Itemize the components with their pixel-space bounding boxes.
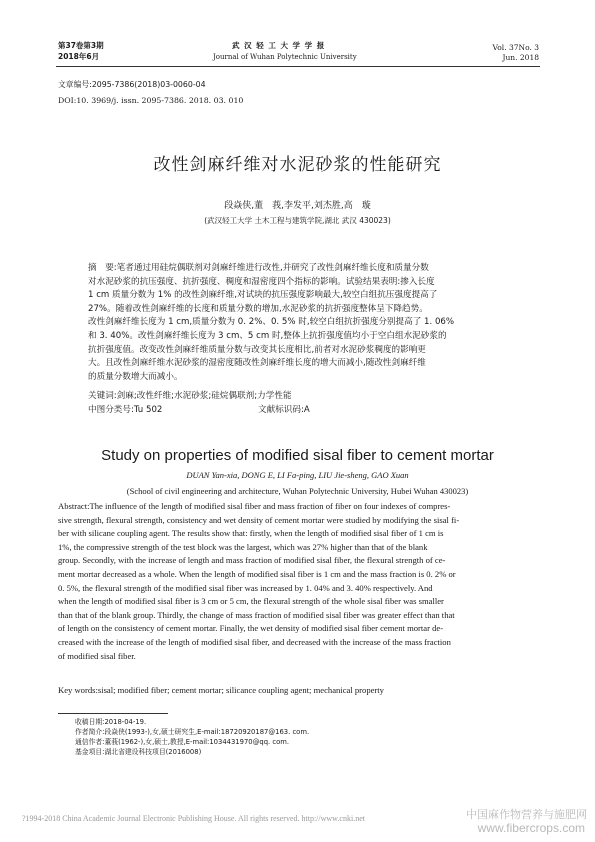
abstract-en-line: when the length of modified sisal fiber is 3 cm or 5 cm, the flexural strength of the whole sisal fiber was smaller: [58, 596, 444, 607]
title-cn: 改性剑麻纤维对水泥砂浆的性能研究: [153, 155, 442, 175]
abstract-cn: [88, 262, 506, 384]
document-code: 文献标识码:A: [258, 405, 310, 415]
date-cn: 2018年6月: [58, 52, 100, 61]
footnote-author: 作者简介:段焱侠(1993-),女,硕士研究生,E-mail:18720920187@163. com.: [75, 728, 310, 736]
authors-cn: 段焱侠,董 莪,李发平,刘杰胜,高 璇: [224, 201, 371, 211]
header-rule: [56, 66, 540, 67]
abstract-en: [58, 500, 538, 663]
journal-name-cn: 武 汉 轻 工 大 学 学 报: [232, 41, 326, 50]
abstract-en-line: ment mortar decreased as a whole. When the length of modified sisal fiber is 1 cm and the mass fraction is 0. 2% or: [58, 568, 456, 579]
journal-name-en: Journal of Wuhan Polytechnic University: [213, 53, 357, 61]
affiliation-en: (School of civil engineering and architecture, Wuhan Polytechnic University, Hubei Wuhan 430023): [126, 486, 469, 496]
footnote-rule: [58, 713, 168, 714]
abstract-cn-line: 抗折强度值。改变改性剑麻纤维质量分数与改变其长度相比,前者对水泥砂浆稠度的影响更: [88, 344, 426, 355]
abstract-en-line: Abstract:The influence of the length of modified sisal fiber and mass fraction of fiber on four indexes of compres-: [58, 501, 451, 511]
abstract-cn-line: 的质量分数增大而减小。: [88, 371, 183, 382]
doi: DOI:10. 3969/j. issn. 2095-7386. 2018. 03. 010: [58, 96, 244, 105]
abstract-cn-line: 27%。随着改性剑麻纤维的长度和质量分数的增加,水泥砂浆的抗折强度整体呈下降趋势。: [88, 303, 428, 314]
keywords-cn: 关键词:剑麻;改性纤维;水泥砂浆;硅烷偶联剂;力学性能: [88, 391, 292, 401]
abstract-en-line: than that of the blank group. Thirdly, the change of mass fraction of modified sisal fiber was greater effect than that: [58, 609, 455, 620]
abstract-cn-line: 改性剑麻纤维长度为 1 cm,质量分数为 0. 2%、0. 5% 时,较空白组抗折强度分别提高了 1. 06%: [88, 317, 455, 328]
footnote-fund: 基金项目:湖北省建设科技项目(2016008): [75, 748, 202, 756]
watermark-url: www.fibercrops.com: [477, 821, 585, 835]
volume-issue-en: Vol. 37No. 3: [492, 43, 539, 52]
copyright-notice: ?1994-2018 China Academic Journal Electronic Publishing House. All rights reserved. http://www.cnki.net: [22, 814, 365, 823]
abstract-en-line: group. Secondly, with the increase of length and mass fraction of modified sisal fiber, the flexural strength of ce-: [58, 555, 446, 566]
abstract-en-line: of modified sisal fiber.: [58, 650, 136, 661]
abstract-en-line: sive strength, flexural strength, consistency and wet density of cement mortar were studied by modifying the sisal fi-: [58, 514, 460, 525]
clc-number: 中图分类号:Tu 502: [88, 405, 163, 415]
title-en: Study on properties of modified sisal fiber to cement mortar: [101, 447, 494, 464]
abstract-en-line: 1%, the compressive strength of the test block was the largest, which was 27% higher than that of the blank: [58, 541, 428, 552]
abstract-cn-line: 对水泥砂浆的抗压强度、抗折强度、稠度和湿密度四个指标的影响。试验结果表明:掺入长度: [88, 276, 435, 287]
authors-en: DUAN Yan-xia, DONG E, LI Fa-ping, LIU Jie-sheng, GAO Xuan: [186, 470, 409, 480]
footnotes: [75, 717, 309, 757]
date-en: Jun. 2018: [502, 53, 539, 62]
abstract-en-line: ber with silicane coupling agent. The results show that: firstly, when the length of modified sisal fiber of 1 cm is: [58, 528, 444, 539]
abstract-cn-line: 摘 要:笔者通过用硅烷偶联剂对剑麻纤维进行改性,并研究了改性剑麻纤维长度和质量分数: [88, 263, 429, 273]
volume-issue-cn: 第37卷第3期: [58, 41, 104, 50]
footnote-corresponding: 通信作者:董莪(1962-),女,硕士,教授,E-mail:1034431970@qq. com.: [75, 738, 290, 746]
abstract-cn-line: 1 cm 质量分数为 1% 的改性剑麻纤维,对试块的抗压强度影响最大,较空白组抗压强度提高了: [88, 290, 438, 301]
abstract-cn-line: 和 3. 40%。改性剑麻纤维长度为 3 cm、5 cm 时,整体上抗折强度值均小于空白组水泥砂浆的: [88, 330, 447, 341]
abstract-cn-line: 大。且改性剑麻纤维水泥砂浆的湿密度随改性剑麻纤维长度的增大而减小,随改性剑麻纤维: [88, 358, 426, 369]
watermark-cn: 中国麻作物营养与施肥网: [466, 808, 587, 821]
abstract-en-line: of length on the consistency of cement mortar. Finally, the wet density of modified sisal fiber cement mortar de-: [58, 623, 444, 634]
affiliation-cn: (武汉轻工大学 土木工程与建筑学院,湖北 武汉 430023): [204, 216, 391, 225]
footnote-received: 收稿日期:2018-04-19.: [75, 718, 147, 726]
abstract-en-line: 0. 5%, the flexural strength of the modified sisal fiber was increased by 1. 04% and 3. 40% respectively. And: [58, 582, 433, 593]
abstract-en-line: creased with the increase of the length of modified sisal fiber, and decreased with the increase of the mass fraction: [58, 636, 451, 647]
keywords-en: Key words:sisal; modified fiber; cement mortar; silicance coupling agent; mechanical property: [58, 685, 384, 695]
article-number: 文章编号:2095-7386(2018)03-0060-04: [58, 80, 206, 89]
